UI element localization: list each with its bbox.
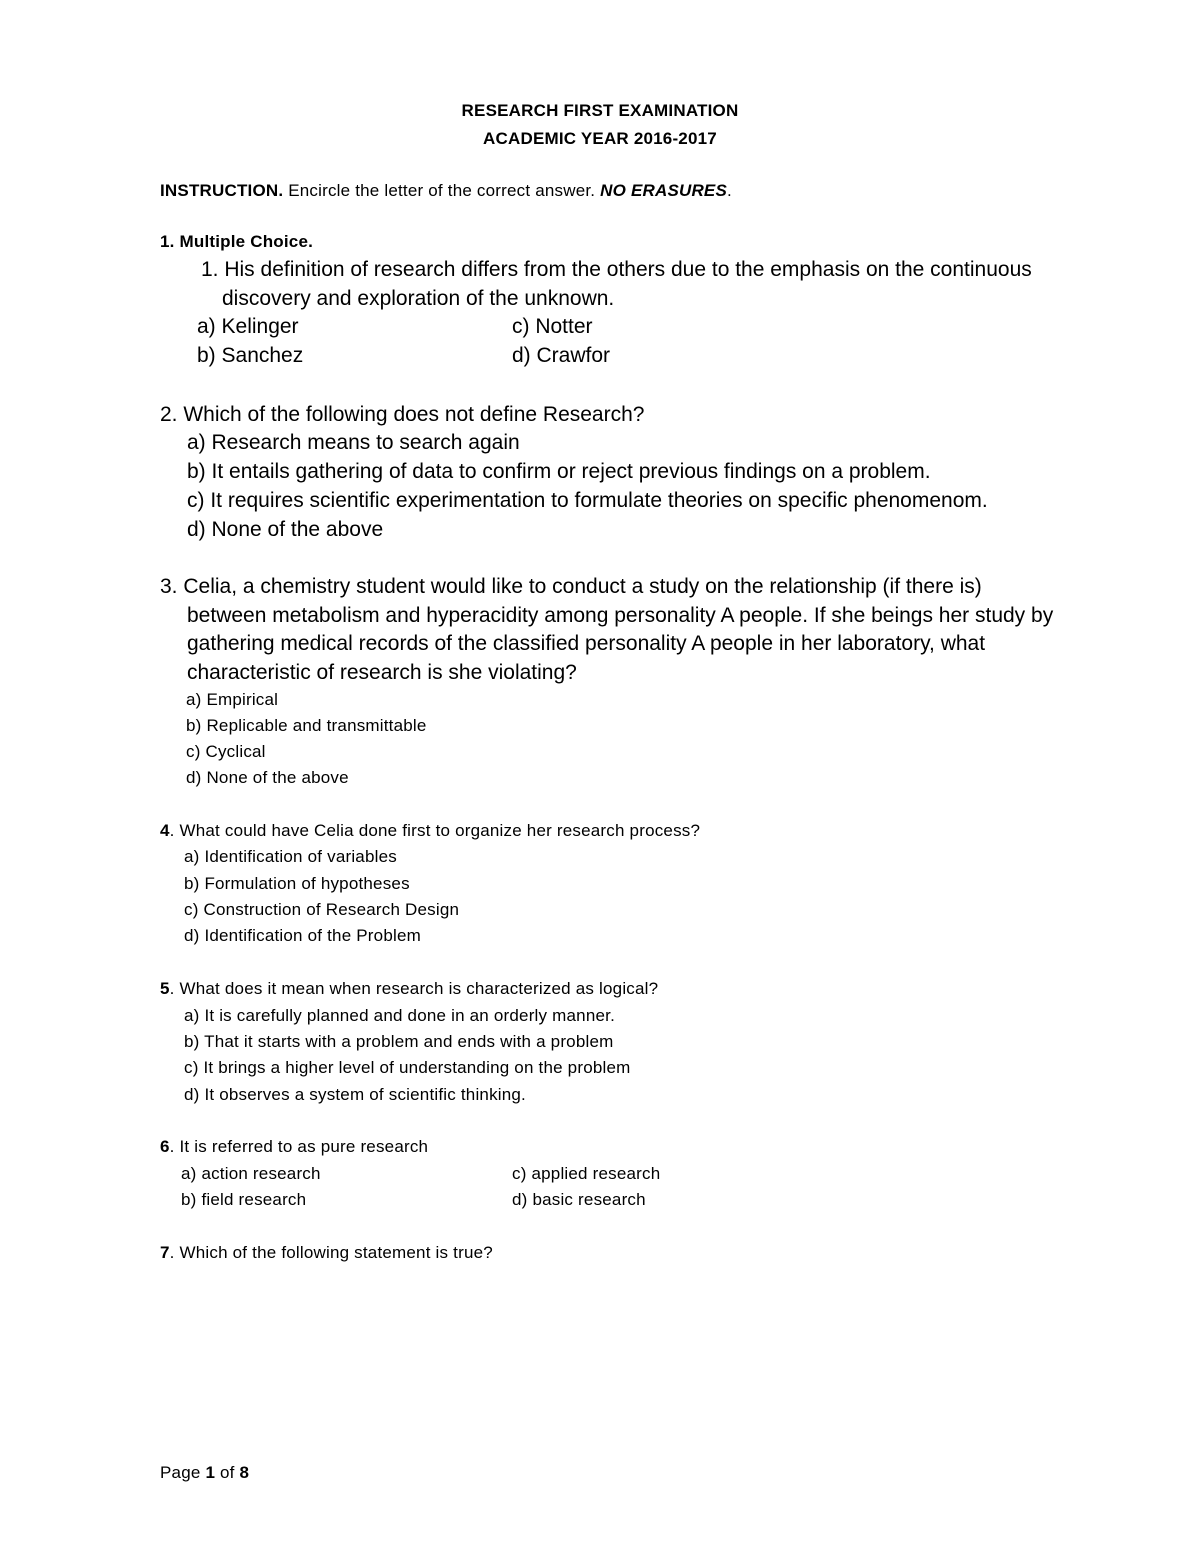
page-of: of bbox=[215, 1463, 240, 1482]
q3-option-d: d) None of the above bbox=[186, 768, 349, 787]
q4-option-b: b) Formulation of hypotheses bbox=[184, 874, 410, 893]
q1-option-b: b) Sanchez bbox=[197, 344, 304, 367]
q3-text-line4: characteristic of research is she violating? bbox=[187, 661, 577, 684]
q6-number: 6 bbox=[160, 1137, 170, 1156]
q5-number: 5 bbox=[160, 979, 170, 998]
page-current: 1 bbox=[205, 1463, 216, 1482]
q5-option-d: d) It observes a system of scientific thinking. bbox=[184, 1085, 526, 1104]
instruction-text: Encircle the letter of the correct answer. bbox=[283, 181, 601, 200]
q6-option-a: a) action research bbox=[181, 1164, 321, 1183]
q1-option-c: c) Notter bbox=[512, 315, 593, 338]
q4-option-a: a) Identification of variables bbox=[184, 847, 397, 866]
q5-option-a: a) It is carefully planned and done in an orderly manner. bbox=[184, 1006, 615, 1025]
q3-text-line3: gathering medical records of the classified personality A people in her laboratory, what bbox=[187, 632, 986, 655]
q1-text-line2: discovery and exploration of the unknown. bbox=[222, 287, 615, 310]
q7-question: . Which of the following statement is true? bbox=[169, 1243, 493, 1262]
q1-text-line1: 1. His definition of research differs from the others due to the emphasis on the continuous bbox=[201, 258, 1032, 281]
q3-option-a: a) Empirical bbox=[186, 690, 279, 709]
q5-option-b: b) That it starts with a problem and ends with a problem bbox=[184, 1032, 614, 1051]
q3-option-b: b) Replicable and transmittable bbox=[186, 716, 427, 735]
q2-option-d: d) None of the above bbox=[187, 518, 384, 541]
academic-year: ACADEMIC YEAR 2016-2017 bbox=[483, 129, 717, 148]
section-heading: 1. Multiple Choice. bbox=[160, 232, 314, 251]
q4-option-d: d) Identification of the Problem bbox=[184, 926, 421, 945]
q7-number: 7 bbox=[160, 1243, 170, 1262]
page-total: 8 bbox=[239, 1463, 250, 1482]
exam-title: RESEARCH FIRST EXAMINATION bbox=[461, 101, 739, 120]
q6-option-c: c) applied research bbox=[512, 1164, 661, 1183]
q3-option-c: c) Cyclical bbox=[186, 742, 266, 761]
q5-question: . What does it mean when research is characterized as logical? bbox=[169, 979, 659, 998]
q5-text bbox=[160, 979, 658, 999]
q1-option-a: a) Kelinger bbox=[197, 315, 299, 338]
instruction-emphasis: NO ERASURES bbox=[600, 181, 728, 200]
q3-text-line1: 3. Celia, a chemistry student would like to conduct a study on the relationship (if there is) bbox=[160, 575, 982, 598]
q3-text-line2: between metabolism and hyperacidity among personality A people. If she beings her study by bbox=[187, 604, 1054, 627]
q4-text bbox=[160, 821, 700, 841]
q4-option-c: c) Construction of Research Design bbox=[184, 900, 460, 919]
instruction-end: . bbox=[727, 181, 732, 200]
instruction bbox=[160, 181, 732, 201]
q5-option-c: c) It brings a higher level of understanding on the problem bbox=[184, 1058, 631, 1077]
q6-option-d: d) basic research bbox=[512, 1190, 646, 1209]
q2-option-c: c) It requires scientific experimentation to formulate theories on specific phenomenom. bbox=[187, 489, 988, 512]
q6-question: . It is referred to as pure research bbox=[169, 1137, 429, 1156]
q1-option-d: d) Crawfor bbox=[512, 344, 611, 367]
q2-option-b: b) It entails gathering of data to confirm or reject previous findings on a problem. bbox=[187, 460, 931, 483]
q2-option-a: a) Research means to search again bbox=[187, 431, 520, 454]
q4-question: . What could have Celia done first to organize her research process? bbox=[169, 821, 701, 840]
q6-option-b: b) field research bbox=[181, 1190, 307, 1209]
q2-text: 2. Which of the following does not define Research? bbox=[160, 403, 645, 426]
page-label: Page bbox=[160, 1463, 206, 1482]
q7-text bbox=[160, 1243, 493, 1263]
instruction-label: INSTRUCTION. bbox=[160, 181, 284, 200]
q4-number: 4 bbox=[160, 821, 170, 840]
q6-text bbox=[160, 1137, 428, 1157]
page-number bbox=[160, 1463, 249, 1483]
